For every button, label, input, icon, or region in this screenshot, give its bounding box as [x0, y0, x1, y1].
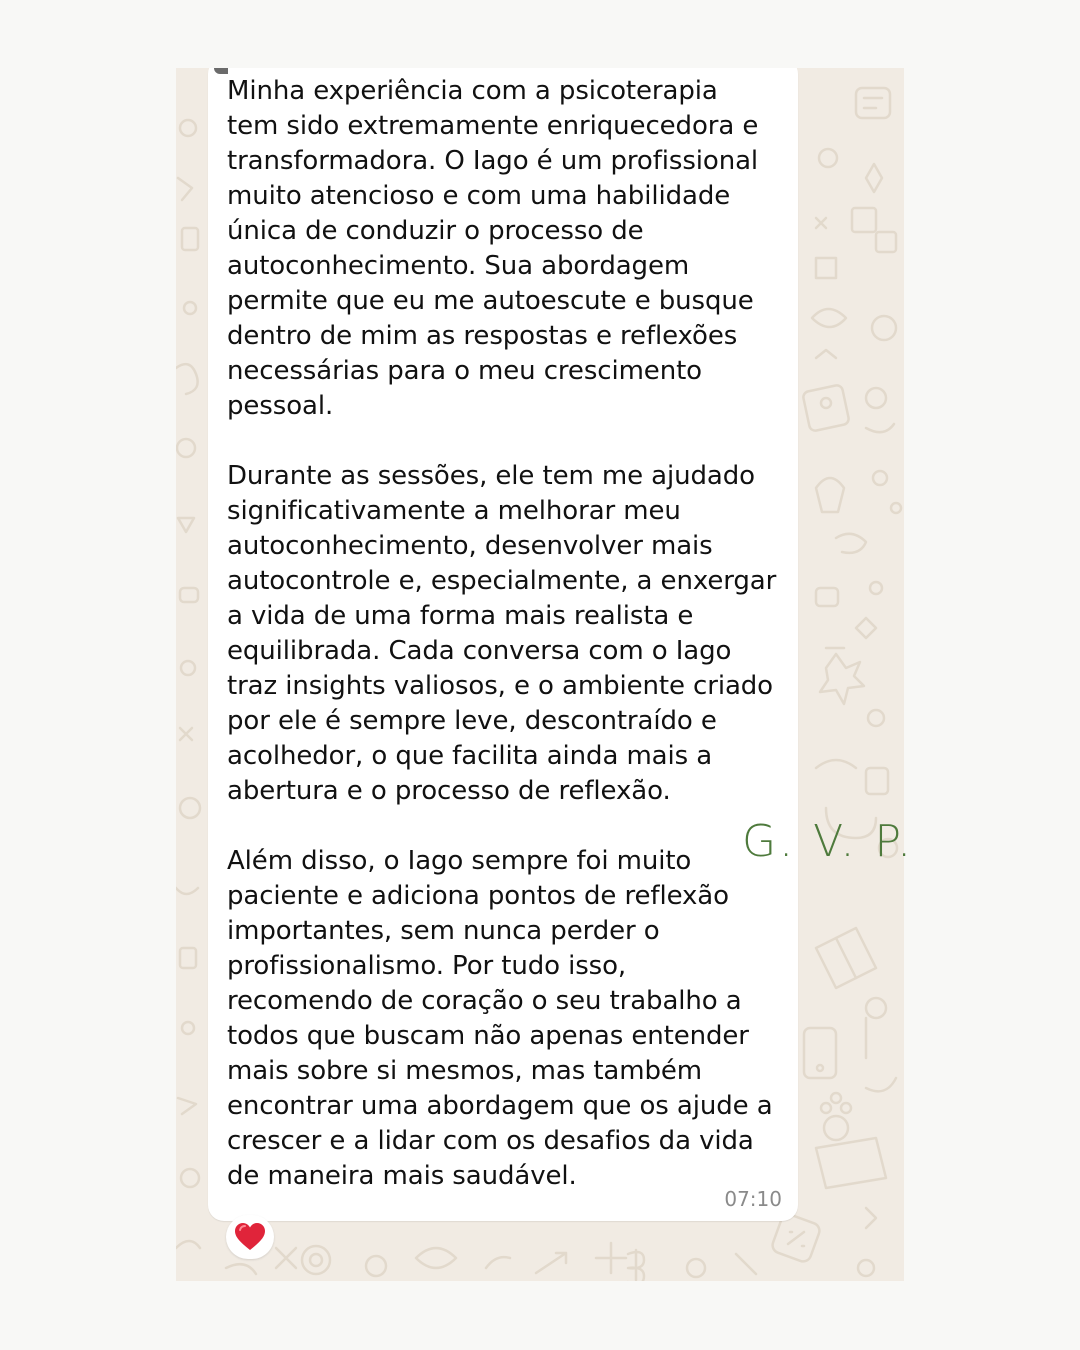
- message-timestamp: 07:10: [724, 1187, 782, 1211]
- message-paragraph: Durante as sessões, ele tem me ajudado significativamente a melhorar meu autoconhecimento, desenvolver mais autocontrole e, especialmente, a enxergar a vida de uma forma mais realista e equilibrada. Cada conversa com o Iago traz insights valiosos, e o ambiente criado por ele é sempre leve, descontraído e acolhedor, o que facilita ainda mais a abertura e o processo de reflexão.: [227, 461, 777, 806]
- message-paragraph: Minha experiência com a psicoterapia tem sido extremamente enriquecedora e transformadora. O Iago é um profissional muito atencioso e com uma habilidade única de conduzir o processo de autoconhecimento. Sua abordagem permite que eu me autoescute e busque dentro de mim as respostas e reflexões necessárias para o meu crescimento pessoal.: [227, 76, 759, 421]
- chat-background: [176, 68, 904, 1281]
- heart-icon: [234, 1222, 266, 1252]
- message-bubble[interactable]: [208, 68, 798, 1221]
- message-paragraph: Além disso, o Iago sempre foi muito paciente e adiciona pontos de reflexão importantes, sem nunca perder o profissionalismo. Por tudo isso, recomendo de coração o seu trabalho a todos que buscam não apenas entender mais sobre si mesmos, mas também encontrar uma abordagem que os ajude a crescer e a lidar com os desafios da vida de maneira mais saudável.: [227, 846, 773, 1191]
- message-text: [227, 74, 787, 1194]
- signature-initials: G. V. P.: [742, 816, 915, 867]
- reaction-badge[interactable]: [226, 1215, 274, 1259]
- previous-bubble-edge: [214, 68, 228, 74]
